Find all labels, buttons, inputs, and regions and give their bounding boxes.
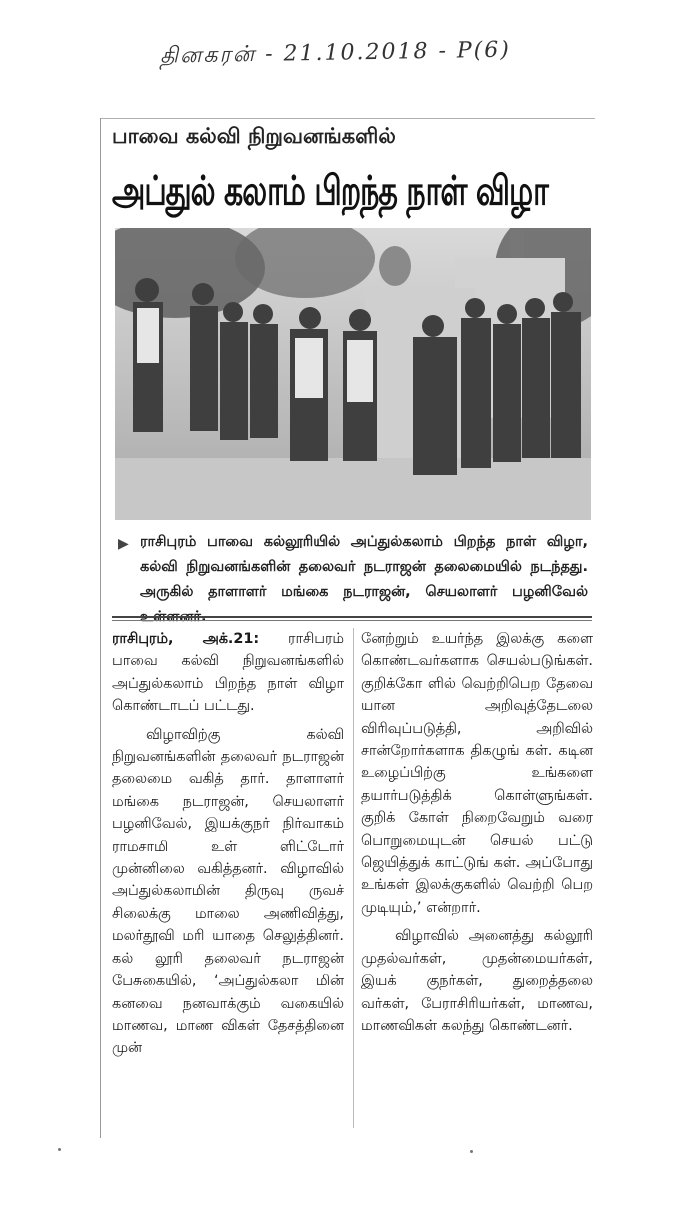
- column-divider: [353, 628, 354, 1128]
- article-lead-text: ராசிபரம் பாவை கல்வி நிறுவனங்களில் அப்துல்கலாம் பிறந்த நாள் விழா கொண்டாடப் பட்டது.: [112, 631, 344, 715]
- dateline: ராசிபுரம், அக்.21:: [112, 631, 260, 647]
- caption-divider-thin: [112, 620, 592, 621]
- article-paragraph: விழாவிற்கு கல்வி நிறுவனங்களின் தலைவர் நடராஜன் தலைமை வகித் தார். தாளாளர் மங்கை நடராஜன், செயலாளர் பழனிவேல், இயக்குநர் நிர்வாகம் ராமசாமி உள் ளிட்டோர் முன்னிலை வகித்தனர். விழாவில் அப்துல்கலாமின் திருவு ருவச் சிலைக்கு மாலை அணிவித்து, மலர்தூவி மரி யாதை செலுத்தினர். கல் லூரி தலைவர் நடராஜன் பேசுகையில், ‘அப்துல்கலா மின் கனவை நனவாக்கும் வகையில் மாணவ, மாண விகள் தேசத்தினை முன்: [112, 726, 344, 1057]
- kicker-subheading: பாவை கல்வி நிறுவனங்களில்: [112, 124, 396, 148]
- caption-text: ராசிபுரம் பாவை கல்லூரியில் அப்துல்கலாம் பிறந்த நாள் விழா, கல்வி நிறுவனங்களின் தலைவர் நடராஜன் தலைமையில் நடந்தது. அருகில் தாளாளர் மங்கை நடராஜன், செயலாளர் பழனிவேல் உள்ளனர்.: [140, 534, 588, 625]
- news-photo: [115, 228, 591, 520]
- caption-divider: [112, 616, 592, 618]
- scan-speck: [58, 1148, 61, 1151]
- photo-group-illustration: [115, 228, 591, 520]
- photo-caption: [118, 530, 588, 630]
- headline: அப்துல் கலாம் பிறந்த நாள் விழா: [112, 168, 548, 216]
- article-paragraph: [112, 628, 344, 718]
- handwritten-source-note: தினகரன் - 21.10.2018 - P(6): [159, 37, 512, 69]
- article-paragraph: னேற்றும் உயர்ந்த இலக்கு களை கொண்டவர்களாக செயல்படுங்கள். குறிக்கோ ளில் வெற்றிபெற தேவை யான அறிவுத்தேடலை விரிவுப்படுத்தி, அறிவில் சான்றோர்களாக திகழுங் கள். கடின உழைப்பிற்கு உங்களை தயார்படுத்திக் கொள்ளுங்கள். குறிக் கோள் நிறைவேறும் வரை பொறுமையுடன் செயல் பட்டு ஜெயித்துக் காட்டுங் கள். அப்போது உங்கள் இலக்குகளில் வெற்றி பெற முடியும்,’ என்றார்.: [361, 631, 593, 916]
- article-column-right: [361, 628, 593, 1037]
- article-column-left: [112, 628, 344, 1060]
- caption-arrow-icon: ▶: [118, 536, 129, 552]
- scan-speck: [470, 1150, 473, 1153]
- article-paragraph: விழாவில் அனைத்து கல்லூரி முதல்வர்கள், முதன்மையர்கள், இயக் குநர்கள், துறைத்தலை வர்கள், பேராசிரியர்கள், மாணவ, மாணவிகள் கலந்து கொண்டனர்.: [361, 928, 593, 1034]
